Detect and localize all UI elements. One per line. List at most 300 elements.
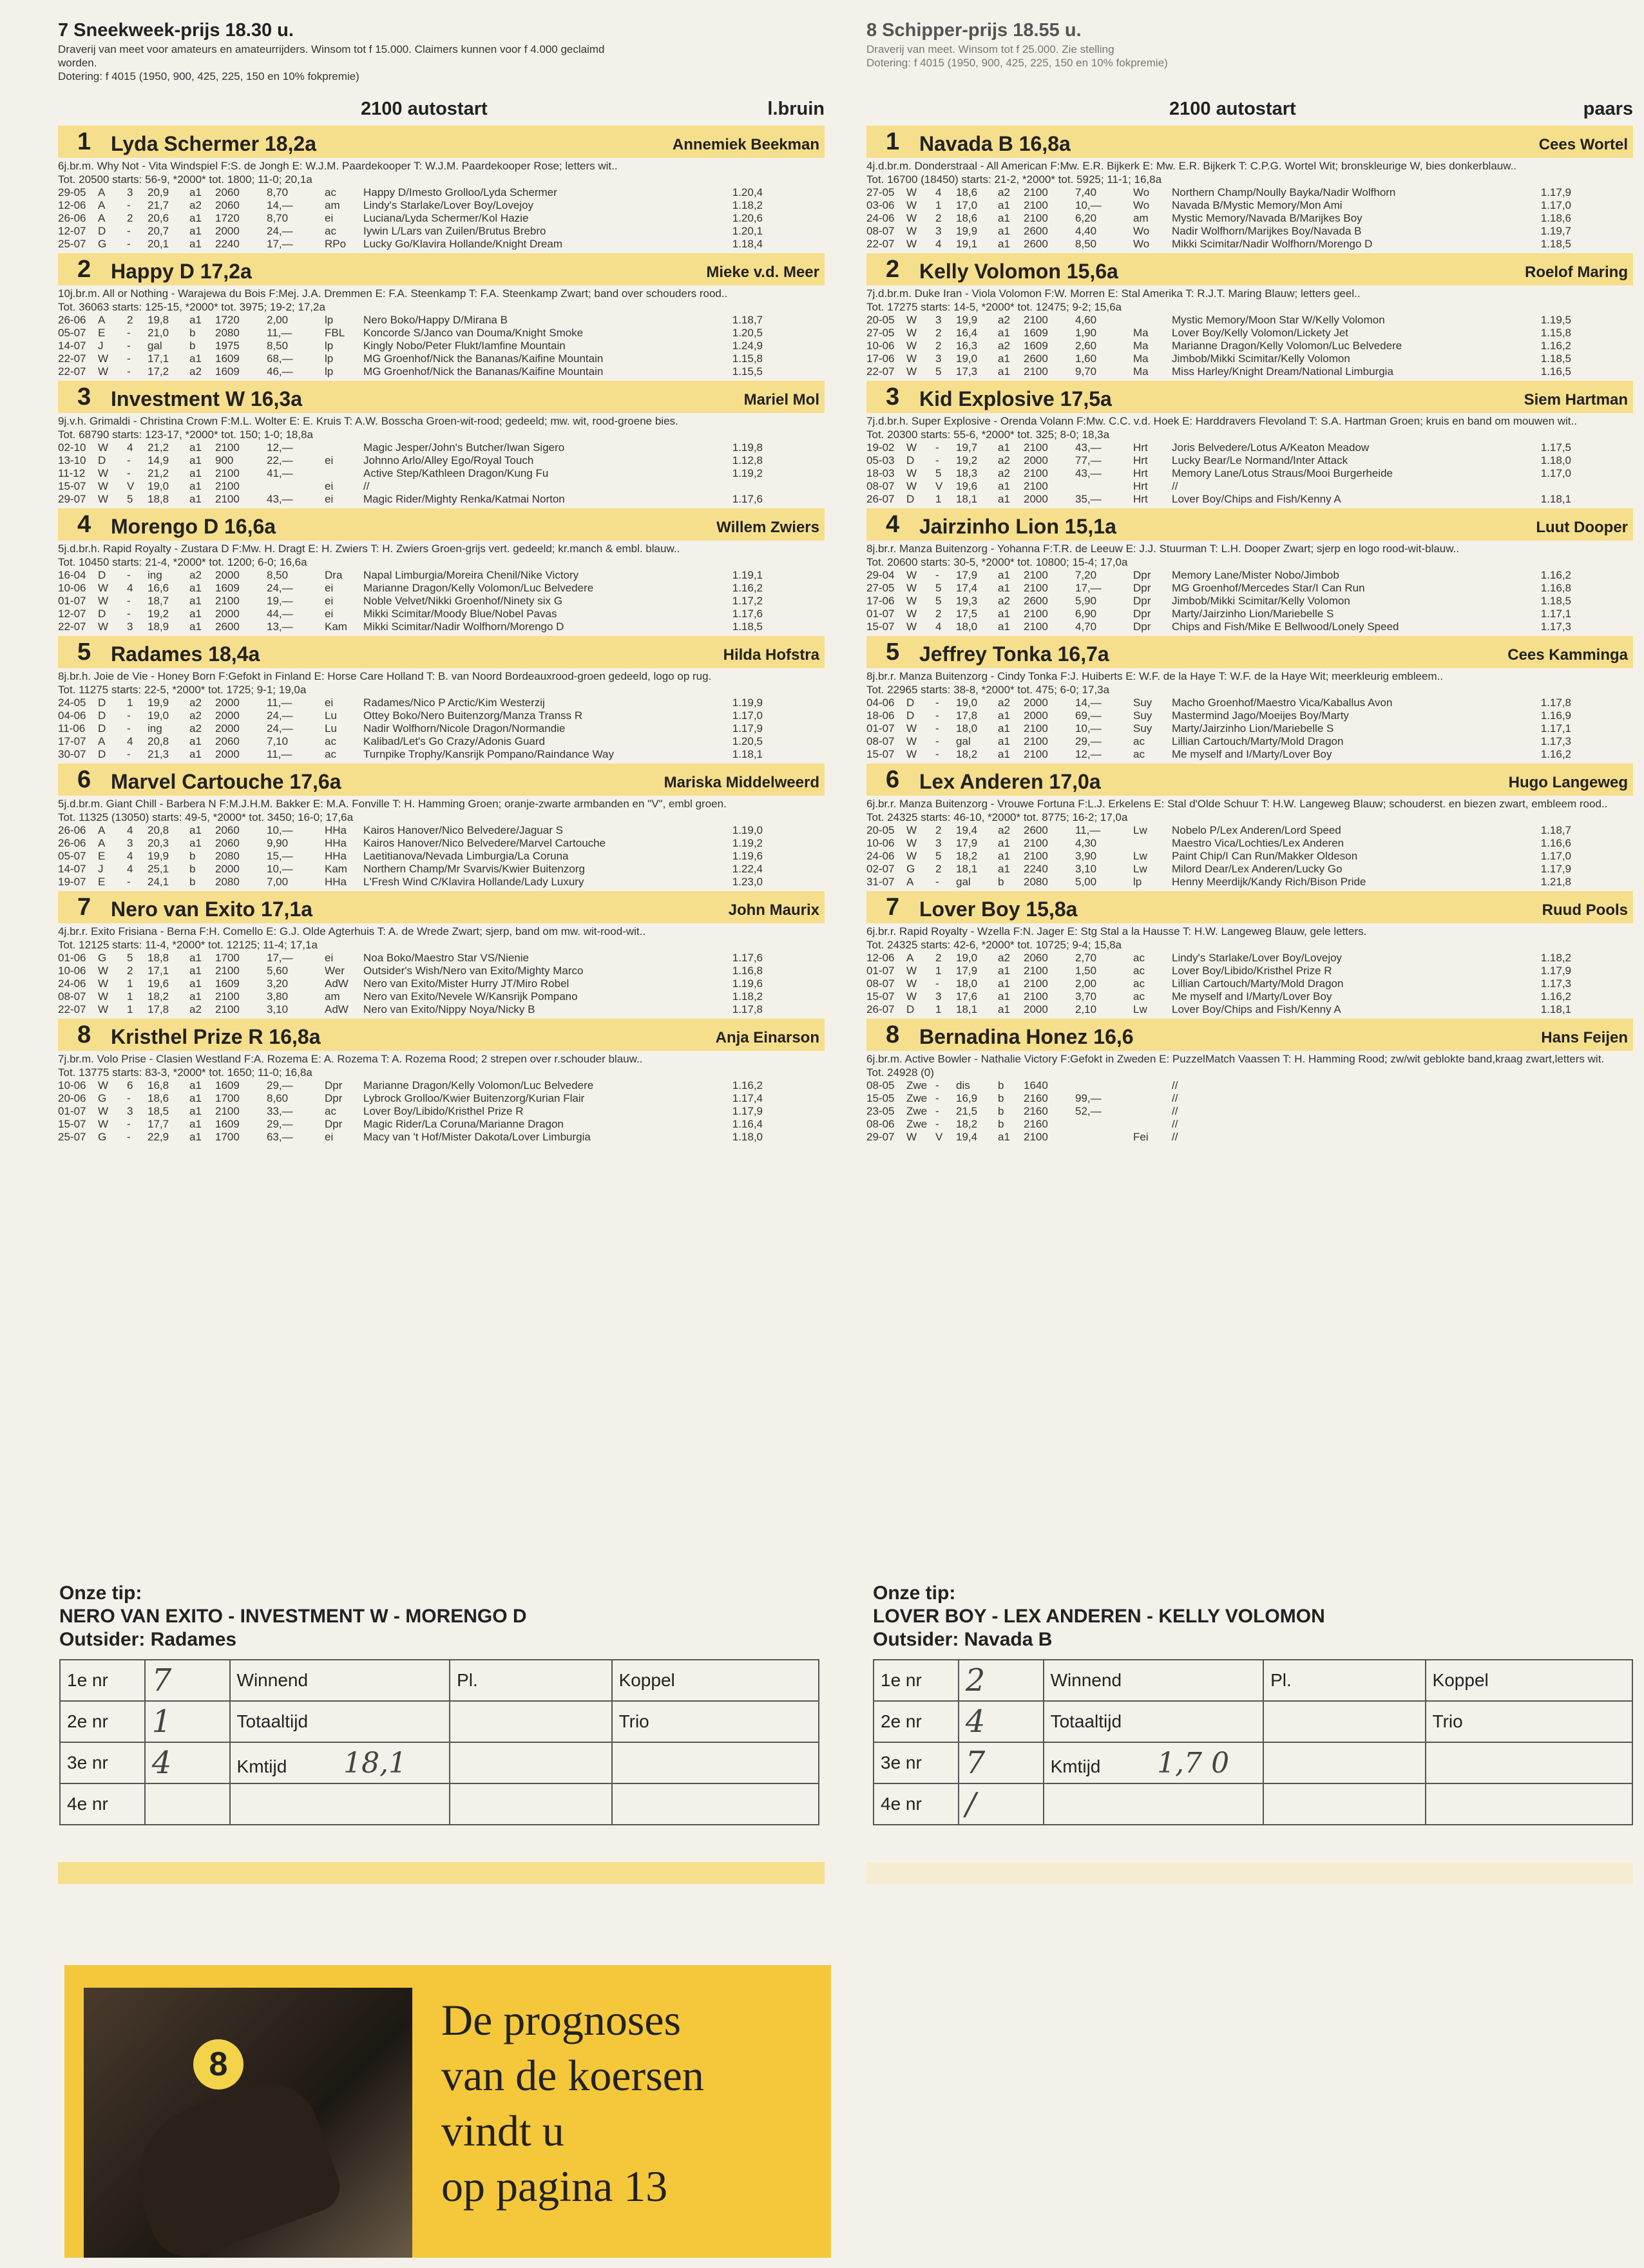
sheet-row-label: 1e nr (60, 1660, 145, 1701)
race-history-row (58, 582, 763, 595)
race-history-cell: 5 (127, 493, 133, 505)
race-history-row (58, 965, 763, 977)
race-history-cell: 18,2 (956, 748, 978, 760)
race-history-cell: 2100 (1024, 620, 1048, 633)
horse-entry (866, 253, 1633, 378)
race-history-cell: a1 (189, 441, 202, 454)
race-history-cell: a1 (998, 1131, 1010, 1143)
race-history-cell: 2100 (1024, 1131, 1048, 1143)
race-history-cell: a1 (998, 722, 1010, 735)
race-history-cell: Suy (1133, 722, 1152, 735)
handwritten-number[interactable]: 7 (145, 1660, 230, 1701)
race-history-cell: 10,— (1075, 722, 1102, 735)
race-history-cell: ei (325, 595, 334, 607)
horse-header (866, 508, 1633, 541)
race-history-cell: 1.21,8 (1540, 876, 1571, 888)
race-history-cell: 2600 (215, 620, 240, 633)
race-history-cell: 21,3 (148, 748, 169, 760)
race-history-cell: ing (148, 722, 162, 735)
race-history-cell: 14-07 (58, 863, 86, 875)
horse-number: 1 (886, 128, 900, 155)
race-history-cell: 08-07 (58, 990, 86, 1003)
race-history-cell: 31-07 (866, 876, 895, 888)
race-history-cell: 2240 (1024, 863, 1048, 875)
race-history-cell: Napal Limburgia/Moreira Chenil/Nike Victory (363, 569, 579, 581)
race-history-cell: D (98, 569, 106, 581)
race-history-cell: - (127, 608, 131, 620)
race-history-cell: Paint Chip/I Can Run/Makker Oldeson (1172, 850, 1358, 862)
race-history-cell: W (98, 1118, 109, 1130)
race-history-cell: W (906, 352, 917, 365)
race-history-cell: Marty/Jairzinho Lion/Mariebelle S (1172, 722, 1334, 735)
race-history-cell: 2 (935, 863, 942, 875)
number-badge: 8 (193, 2039, 244, 2090)
race-history-cell: A (98, 837, 106, 849)
race-history-cell: a1 (189, 480, 202, 492)
race-history-cell: G (906, 863, 915, 875)
race-history-cell: Mikki Scimitar/Moody Blue/Nobel Pavas (363, 608, 557, 620)
race-history-table (58, 569, 763, 633)
race-history-cell: 1.17,6 (732, 608, 763, 620)
race-history-cell: MG Groenhof/Nick the Bananas/Kaifine Mountain (363, 365, 604, 378)
race-history-cell: D (906, 697, 915, 709)
horse-pedigree: 7j.d.br.m. Duke Iran - Viola Volomon F:W. Morren E: Stal Amerika T: R.J.T. Maring Blauw; letters geel.. (866, 287, 1361, 300)
race-history-cell: D (98, 608, 106, 620)
race-history-row (58, 1092, 763, 1105)
handwritten-time[interactable]: 18,1 (343, 1746, 407, 1780)
race-history-cell: 16,4 (956, 327, 978, 339)
handwritten-number[interactable]: 4 (145, 1742, 230, 1783)
race-history-cell: 30-07 (58, 748, 86, 760)
horse-pedigree: 6j.br.r. Rapid Royalty - Wzella F:N. Jager E: Stg Stal a la Hausse T: H.W. Langeweg Blauw, gele letters. (866, 925, 1367, 937)
race-history-cell: - (127, 722, 131, 735)
race-history-cell: Iywin L/Lars van Zuilen/Brutus Brebro (363, 225, 546, 237)
race-history-cell: 2100 (1024, 199, 1048, 211)
promo-line: De prognoses (441, 1995, 682, 2044)
race-history-cell: 63,— (267, 1131, 293, 1143)
race-history-cell: b (189, 340, 196, 352)
race-history-cell: 04-06 (866, 697, 895, 709)
race-history-cell: a1 (998, 709, 1010, 722)
race-history-cell: b (189, 876, 196, 888)
race-history-cell: 18,1 (956, 863, 978, 875)
race-history-table (866, 314, 1571, 378)
race-history-cell: 3,10 (1075, 863, 1097, 875)
race-history-cell: 33,— (267, 1105, 293, 1117)
sheet-koppel: Koppel (612, 1660, 819, 1701)
race-history-cell: Lw (1133, 850, 1147, 862)
race-history-cell: 2100 (1024, 735, 1048, 747)
sheet-row-label: 1e nr (874, 1660, 959, 1701)
race-history-cell: W (98, 352, 109, 365)
race-history-cell: 8,70 (267, 186, 289, 198)
race-history-cell: W (906, 582, 917, 594)
race-history-cell: Navada B/Mystic Memory/Mon Ami (1172, 199, 1343, 211)
race-history-row (58, 238, 763, 251)
race-history-cell: 2100 (215, 990, 240, 1003)
race-history-cell: 1.20,6 (732, 212, 763, 224)
race-history-cell: A (98, 735, 106, 747)
horse-number: 8 (77, 1021, 91, 1048)
race-history-cell: Kam (325, 620, 347, 633)
race-history-table (58, 186, 763, 251)
horse-pedigree: 5j.d.br.m. Giant Chill - Barbera N F:M.J.H.M. Bakker E: M.A. Fonville T: H. Hamming Groen; oranje-zwarte armbanden en "V", embl groen. (58, 798, 727, 810)
race-history-row (58, 1131, 763, 1144)
race-history-cell: 08-05 (866, 1079, 895, 1091)
race-history-cell: 2100 (1024, 990, 1048, 1003)
race-history-cell: - (935, 1092, 939, 1104)
race-history-cell: 2080 (1024, 876, 1048, 888)
race-history-cell: a1 (998, 327, 1010, 339)
horse-driver: Hans Feijen (1541, 1029, 1628, 1046)
horse-list (866, 126, 1633, 1144)
race-history-cell: 18,8 (148, 952, 169, 964)
race-history-cell: Kairos Hanover/Nico Belvedere/Marvel Cartouche (363, 837, 606, 849)
race-history-cell: 2 (935, 327, 942, 339)
race-history-cell: Outsider's Wish/Nero van Exito/Mighty Marco (363, 965, 584, 977)
race-history-row (866, 595, 1571, 608)
race-history-cell: A (98, 186, 106, 198)
race-history-cell (1133, 1092, 1172, 1105)
race-history-cell: 17,8 (148, 1003, 169, 1015)
race-history-cell: 2100 (1024, 977, 1048, 990)
race-history-row (58, 212, 763, 225)
race-history-cell: Ottey Boko/Nero Buitenzorg/Manza Transs R (363, 709, 583, 722)
race-history-cell: 1.16,8 (732, 965, 763, 977)
race-history-cell: W (906, 212, 917, 224)
betting-sheet (59, 1659, 819, 1825)
handwritten-number[interactable] (145, 1783, 230, 1825)
race-history-cell: MG Groenhof/Mercedes Star/I Can Run (1172, 582, 1365, 594)
race-desc-line: Draverij van meet voor amateurs en amateurrijders. Winsom tot f 15.000. Claimers kunnen voor f 4.000 geclaimd (58, 43, 605, 55)
race-history-cell: a2 (189, 199, 202, 211)
race-history-cell: 26-06 (58, 837, 86, 849)
race-history-cell: W (98, 480, 109, 492)
race-history-cell: 43,— (1075, 467, 1102, 479)
handwritten-number[interactable]: / (959, 1783, 1044, 1825)
race-history-cell: gal (148, 340, 162, 352)
race-history-cell: 46,— (267, 365, 293, 378)
horse-driver: Hugo Langeweg (1508, 774, 1628, 791)
race-history-cell: Koncorde S/Janco van Douma/Knight Smoke (363, 327, 584, 339)
race-history-cell: W (906, 1131, 917, 1143)
race-history-cell: Mystic Memory/Moon Star W/Kelly Volomon (1172, 314, 1385, 326)
race-history-row (58, 314, 763, 327)
race-history-cell: Lindy's Starlake/Lover Boy/Lovejoy (363, 199, 534, 211)
race-history-cell: 19,1 (956, 238, 978, 250)
race-history-cell: 16,8 (148, 1079, 169, 1091)
race-history-cell (325, 441, 363, 454)
race-history-cell: a1 (189, 1079, 202, 1091)
race-history-cell: a1 (189, 748, 202, 760)
sheet-row-label: 4e nr (874, 1783, 959, 1825)
horse-header (58, 636, 825, 668)
race-history-cell: Johnno Arlo/Alley Ego/Royal Touch (363, 454, 534, 466)
race-history-cell: a1 (998, 238, 1010, 250)
race-history-cell: 20,7 (148, 225, 169, 237)
sheet-cell (612, 1742, 819, 1783)
sheet-cell (450, 1783, 611, 1825)
race-history-cell: W (98, 365, 109, 378)
race-history-row (866, 327, 1571, 340)
race-history-cell: 18,7 (148, 595, 169, 607)
race-history-cell: 15-07 (866, 748, 895, 760)
race-history-cell: 26-06 (58, 824, 86, 836)
race-history-cell: am (325, 199, 340, 211)
race-history-cell: 4 (127, 863, 133, 875)
race-history-cell: 20,9 (148, 186, 169, 198)
race-history-cell: 27-05 (866, 186, 895, 198)
race-history-cell: Happy D/Imesto Grolloo/Lyda Schermer (363, 186, 557, 198)
race-history-cell: gal (956, 735, 971, 747)
race-history-cell: Lucky Bear/Le Normand/Inter Attack (1172, 454, 1348, 466)
race-history-cell: Lover Boy/Chips and Fish/Kenny A (1172, 1003, 1341, 1015)
race-history-cell: 17,7 (148, 1118, 169, 1130)
handwritten-number[interactable]: 2 (959, 1660, 1044, 1701)
race-history-cell: Zwe (906, 1079, 928, 1091)
race-history-cell: 2100 (1024, 569, 1048, 581)
race-history-cell: 2060 (215, 824, 240, 836)
race-history-cell: 17,— (267, 952, 293, 964)
race-history-cell: 08-07 (866, 735, 895, 747)
race-history-cell: a1 (189, 735, 202, 747)
race-desc-line: Draverij van meet. Winsom tot f 25.000. Zie stelling (866, 43, 1114, 55)
race-history-cell: 25-07 (58, 238, 86, 250)
race-history-cell: Zwe (906, 1118, 928, 1130)
race-history-cell: Lillian Cartouch/Marty/Mold Dragon (1172, 735, 1344, 747)
race-history-cell: 19,3 (956, 595, 978, 607)
race-history-cell: 43,— (1075, 441, 1102, 454)
race-history-cell: 11-06 (58, 722, 86, 735)
race-history-cell: 18,0 (956, 722, 978, 735)
race-history-cell: W (906, 824, 917, 836)
race-history-cell: 12-06 (58, 199, 86, 211)
race-history-cell: b (189, 863, 196, 875)
horse-pedigree: 7j.d.br.h. Super Explosive - Orenda Volann F:Mw. C.C. v.d. Hoek E: Harddravers Flevoland T: S.A. Hartman Groen; kruis en band om mouwen wit.. (866, 415, 1577, 427)
race-history-cell: - (127, 199, 131, 211)
race-history-cell: 08-06 (866, 1118, 895, 1130)
race-conditions (866, 43, 1633, 70)
race-history-cell: a1 (998, 965, 1010, 977)
race-history-cell: 2000 (215, 608, 240, 620)
horse-list (58, 126, 825, 1144)
sheet-cell (450, 1742, 611, 1783)
race-history-cell: 19,0 (956, 352, 978, 365)
handwritten-number[interactable]: 1 (145, 1701, 230, 1742)
sheet-field-label: Totaaltijd (1044, 1701, 1264, 1742)
race-history-cell: 19,6 (956, 480, 978, 492)
race-history-cell: Dpr (325, 1079, 343, 1091)
race-history-cell: 1.18,7 (1540, 824, 1571, 836)
race-history-cell: HHa (325, 850, 347, 862)
race-history-cell: 1609 (1024, 340, 1048, 352)
race-history-row (866, 850, 1571, 863)
race-history-cell: 1.18,5 (1540, 352, 1571, 365)
race-history-cell: 1609 (215, 365, 240, 378)
horse-totals: Tot. 24325 starts: 46-10, *2000* tot. 8775; 16-2; 17,0a (866, 811, 1128, 823)
race-history-cell: ei (325, 454, 334, 466)
race-history-cell: Hrt (1133, 441, 1148, 454)
race-history-cell: 12-06 (866, 952, 895, 964)
race-history-cell: 29-04 (866, 569, 895, 581)
race-history-cell: Nadir Wolfhorn/Marijkes Boy/Navada B (1172, 225, 1362, 237)
race-history-cell: 1.24,9 (732, 340, 763, 352)
race-history-cell (1075, 1118, 1133, 1131)
race-history-cell: Lindy's Starlake/Lover Boy/Lovejoy (1172, 952, 1343, 964)
race-history-cell (1133, 1105, 1172, 1118)
race-history-cell: a1 (189, 824, 202, 836)
race-history-cell: 10-06 (58, 582, 86, 594)
race-history-cell: 2100 (1024, 837, 1048, 849)
race-history-cell: 22-07 (866, 365, 895, 378)
race-history-cell: - (935, 1079, 939, 1091)
race-history-cell: 1609 (1024, 327, 1048, 339)
race-history-cell: 27-05 (866, 327, 895, 339)
race-history-cell: W (906, 467, 917, 479)
horse-entry (866, 764, 1633, 889)
race-history-cell: Radames/Nico P Arctic/Kim Westerzij (363, 697, 545, 709)
race-history-cell: Nero van Exito/Nevele W/Kansrijk Pompano (363, 990, 578, 1003)
tip-label: Onze tip: (59, 1582, 142, 1604)
sheet-cell (1263, 1701, 1425, 1742)
race-history-row (866, 837, 1571, 850)
race-history-cell: // (1172, 1118, 1178, 1130)
race-history-cell: Mikki Scimitar/Nadir Wolfhorn/Morengo D (1172, 238, 1373, 250)
race-history-cell: Zwe (906, 1092, 928, 1104)
race-history-cell: 1.17,9 (732, 1105, 763, 1117)
race-history-cell: 68,— (267, 352, 293, 365)
horse-number: 5 (77, 639, 91, 666)
race-history-cell: 29,— (267, 1118, 293, 1130)
race-history-cell: ei (325, 697, 334, 709)
horse-entry (58, 126, 825, 251)
race-history-cell: 1.19,5 (1540, 314, 1571, 326)
handwritten-number[interactable]: 4 (959, 1701, 1044, 1742)
race-history-cell: 19,0 (148, 709, 169, 722)
race-history-cell: 1.16,2 (732, 582, 763, 594)
race-history-cell: 29,— (267, 1079, 293, 1091)
sheet-row (874, 1701, 1632, 1742)
handwritten-time[interactable]: 1,7 0 (1157, 1746, 1230, 1780)
race-history-cell: 1.20,5 (732, 327, 763, 339)
race-history-table (58, 441, 763, 506)
race-history-cell: AdW (325, 977, 349, 990)
race-history-cell: 2100 (1024, 608, 1048, 620)
race-history-cell: lp (325, 314, 334, 326)
race-history-cell: 1.17,1 (1540, 608, 1571, 620)
horse-totals: Tot. 24928 (0) (866, 1066, 934, 1079)
horse-pedigree: 4j.d.br.m. Donderstraal - All American F:Mw. E.R. Bijkerk E: Mw. E.R. Bijkerk T: C.P.G. Wortel Wit; bronskleurige W, bies donkerblauw.. (866, 160, 1517, 172)
race-history-cell: Jimbob/Mikki Scimitar/Kelly Volomon (1172, 352, 1350, 365)
race-history-cell: W (906, 480, 917, 492)
race-history-row (58, 837, 763, 850)
race-history-cell: W (906, 441, 917, 454)
race-history-cell: 17,0 (956, 199, 978, 211)
race-history-cell: a1 (189, 620, 202, 633)
horse-pedigree: 8j.br.h. Joie de Vie - Honey Born F:Gefokt in Finland E: Horse Care Holland T: B. van Noord Bordeauxrood-groen gedeeld, logo op rug. (58, 670, 712, 682)
race-history-cell: 1.20,5 (732, 735, 763, 747)
race-history-cell: 2060 (215, 837, 240, 849)
race-history-cell: - (127, 876, 131, 888)
race-history-cell: W (98, 467, 109, 479)
race-history-cell: a1 (189, 595, 202, 607)
race-history-cell: a1 (189, 990, 202, 1003)
horse-header (866, 1019, 1633, 1051)
race-history-cell: 17,3 (956, 365, 978, 378)
horse-header (58, 764, 825, 796)
race-history-cell: 20,1 (148, 238, 169, 250)
race-history-cell: - (935, 441, 939, 454)
sheet-row (60, 1783, 819, 1825)
race-history-cell: Henny Meerdijk/Kandy Rich/Bison Pride (1172, 876, 1366, 888)
race-history-cell: 2080 (215, 327, 240, 339)
race-history-row (58, 620, 763, 633)
race-history-cell: 2100 (1024, 850, 1048, 862)
race-history-cell: - (935, 1105, 939, 1117)
race-history-cell: 20,3 (148, 837, 169, 849)
race-history-cell: ac (325, 1105, 336, 1117)
race-history-cell: 17,1 (148, 352, 169, 365)
race-history-cell: 19,4 (956, 1131, 978, 1143)
race-history-row (866, 238, 1571, 251)
race-history-cell: 1.12,8 (732, 454, 763, 466)
race-history-cell: 2 (127, 314, 133, 326)
tip-value: LOVER BOY - LEX ANDEREN - KELLY VOLOMON (873, 1606, 1325, 1627)
horse-name: Marvel Cartouche 17,6a (111, 770, 341, 793)
race-history-cell: 1.18,5 (1540, 238, 1571, 250)
race-history-cell: Marianne Dragon/Kelly Volomon/Luc Belvedere (363, 582, 594, 594)
race-history-cell: W (98, 1105, 109, 1117)
horse-totals: Tot. 10450 starts: 21-4, *2000* tot. 1200; 6-0; 16,6a (58, 556, 307, 568)
race-history-cell: 1.17,0 (1540, 199, 1571, 211)
race-history-cell: 17,— (1075, 582, 1102, 594)
yellow-band (58, 1862, 825, 1884)
race-history-cell: 17,2 (148, 365, 169, 378)
race-history-row (58, 1118, 763, 1131)
race-history-cell: 24-06 (58, 977, 86, 990)
race-history-cell: 05-03 (866, 454, 895, 466)
race-history-cell: dis (956, 1079, 970, 1091)
race-history-cell: V (127, 480, 135, 492)
race-history-cell: 02-07 (866, 863, 895, 875)
race-history-cell: 17,5 (956, 608, 978, 620)
race-history-row (866, 314, 1571, 327)
race-history-cell: Nadir Wolfhorn/Nicole Dragon/Normandie (363, 722, 566, 735)
race-history-cell: 3,80 (267, 990, 289, 1003)
race-history-cell: E (98, 876, 106, 888)
race-history-cell: W (906, 199, 917, 211)
race-history-cell: 11,— (267, 748, 292, 760)
handwritten-number[interactable]: 7 (959, 1742, 1044, 1783)
sheet-cell (1426, 1742, 1632, 1783)
race-history-cell: 1.18,6 (1540, 212, 1571, 224)
race-history-cell: 18,0 (956, 620, 978, 633)
horse-entry (866, 126, 1633, 251)
sheet-row-label: 3e nr (60, 1742, 145, 1783)
race-history-cell: b (998, 1105, 1004, 1117)
race-history-cell: ei (325, 480, 334, 492)
sheet-cell (230, 1783, 450, 1825)
race-history-cell: Dra (325, 569, 343, 581)
race-history-cell: a1 (998, 1003, 1010, 1015)
sheet-cell (612, 1783, 819, 1825)
race-history-cell (1075, 1079, 1133, 1092)
horse-header (58, 508, 825, 541)
race-history-cell: a1 (189, 314, 202, 326)
race-history-cell: a1 (189, 1092, 202, 1104)
race-history-table (58, 697, 763, 761)
race-history-cell: 3 (935, 837, 942, 849)
